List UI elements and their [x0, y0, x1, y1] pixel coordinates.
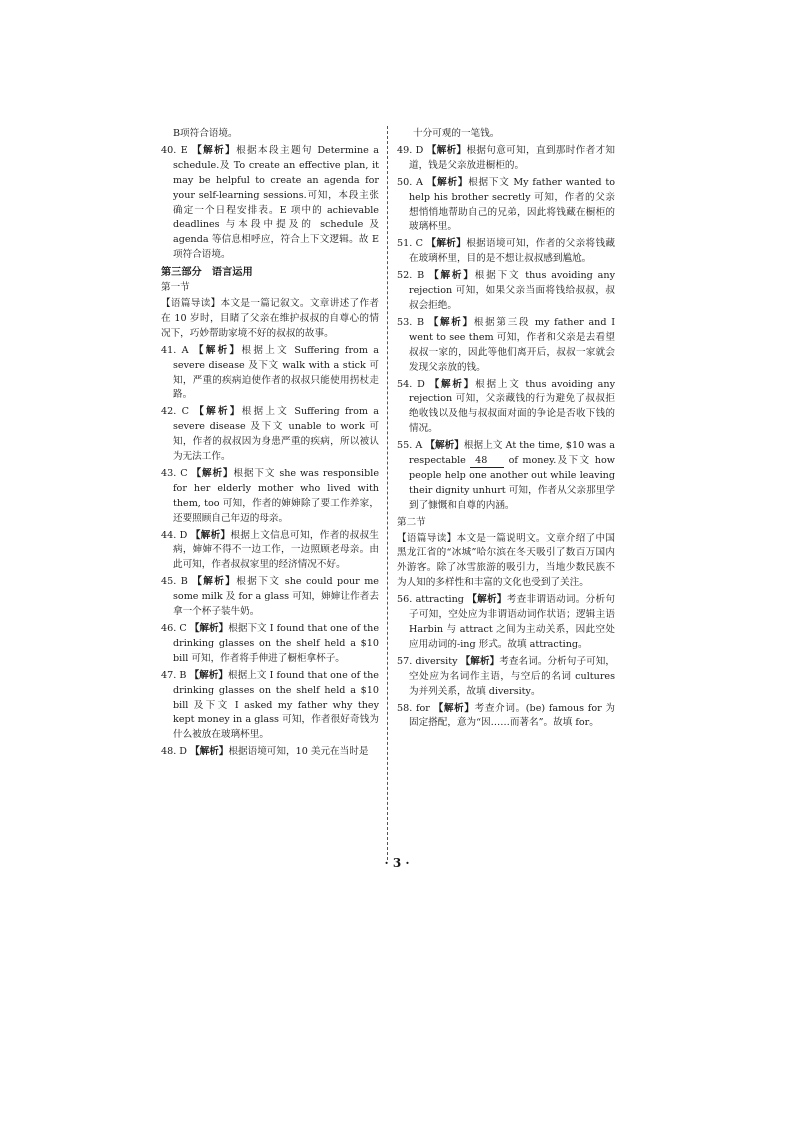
- answer-text: 根据上文 thus avoiding any rejection 可知，父亲藏钱的行为避免了叔叔拒绝收钱以及他与叔叔面对面的争论是否收下钱的情况。: [409, 378, 616, 435]
- left-column: [161, 127, 379, 762]
- answer-item: [397, 144, 615, 174]
- analysis-tag: 【解析】: [191, 467, 234, 479]
- answer-text: 根据语境可知，作者的父亲将钱藏在玻璃杯里，目的是不想让叔叔感到尴尬。: [409, 238, 615, 265]
- answer-text: 根据下文 My father wanted to help his brother secretly 可知，作者的父亲想悄悄地帮助自己的兄弟，因此将钱藏在橱柜的玻璃杯里。: [409, 176, 615, 233]
- answer-item: [161, 575, 379, 620]
- answer-number: 42. C: [161, 406, 189, 418]
- answer-item: [161, 467, 379, 527]
- analysis-tag: 【解析】: [428, 316, 474, 328]
- analysis-tag: 【解析】: [429, 270, 475, 282]
- answer-text: 根据下文 I found that one of the drinking glasses on the shelf held a $10 bill 可知，作者将手伸进了橱柜拿杯子。: [173, 623, 379, 664]
- answer-item: [397, 439, 615, 514]
- answer-item: [397, 127, 615, 142]
- answer-text: 根据上文 Suffering from a severe disease 及下文 walk with a stick 可知，严重的疾病迫使作者的叔叔只能使用拐杖走路。: [173, 344, 379, 401]
- answer-text: 根据第三段 my father and I went to see them 可知，作者和父亲是去看望叔叔一家的，因此等他们离开后，叔叔一家就会发现父亲放的钱。: [409, 316, 615, 373]
- answer-text: 根据上文信息可知，作者的叔叔生病，婶婶不得不一边工作，一边照顾老母亲。由此可知，作者叔叔家里的经济情况不好。: [173, 529, 380, 571]
- analysis-tag: 【解析】: [426, 144, 467, 156]
- analysis-tag: 【解析】: [429, 378, 476, 390]
- answer-text: 根据上文 At the time, $10 was a respectable: [409, 440, 615, 467]
- answer-number: 55. A: [397, 440, 423, 452]
- section-title: 第三部分 语言运用: [161, 266, 253, 279]
- answer-item: [161, 405, 379, 465]
- answer-number: 46. C: [161, 623, 187, 634]
- analysis-tag: 【解析】: [189, 669, 229, 681]
- answer-text: 考查名词。分析句子可知，空处应为名词作主语，与空后的名词 cultures 为并列关系，故填 diversity。: [409, 655, 616, 697]
- answer-item: [397, 316, 615, 376]
- answer-number: 51. C: [397, 238, 423, 250]
- answer-number: 41. A: [161, 344, 189, 356]
- subsection-title: 第一节: [161, 282, 190, 294]
- analysis-tag: 【解析】: [189, 623, 229, 634]
- answer-text: of money.及下文 how people help one another out while leaving their dignity unhurt 可知，作者从父亲那里学到了慷慨和自尊的内涵。: [409, 455, 615, 511]
- answer-item: [161, 669, 379, 744]
- answer-number: 48. D: [161, 746, 187, 758]
- analysis-tag: 【解析】: [467, 594, 507, 606]
- analysis-tag: 【解析】: [460, 655, 500, 667]
- passage-intro: 【语篇导读】本文是一篇说明文。文章介绍了中国黑龙江省的“冰城”哈尔滨在冬天吸引了数百万国内外游客。除了冰雪旅游的吸引力，当地少数民族不为人知的多样性和丰富的文化也受到了关注。: [397, 532, 615, 589]
- analysis-tag: 【解析】: [194, 406, 242, 418]
- analysis-tag: 【解析】: [192, 576, 237, 588]
- answer-text: 根据下文 thus avoiding any rejection 可知，如果父亲当面将钱给叔叔，叔叔会拒绝。: [409, 270, 615, 311]
- answer-text: 根据上文 I found that one of the drinking glasses on the shelf held a $10 bill 及下文 I asked my father why they kept money in a glass 可知，作者很好奇钱为什么被放在玻璃杯里。: [173, 669, 379, 741]
- answer-item: [161, 529, 379, 574]
- answer-number: 40. E: [161, 144, 188, 156]
- answer-number: 45. B: [161, 576, 188, 588]
- answer-item: [397, 593, 615, 653]
- analysis-tag: 【解析】: [426, 238, 467, 250]
- answer-number: 49. D: [397, 144, 424, 156]
- subsection-title: 第二节: [397, 516, 426, 528]
- answer-number: 56. attracting: [397, 594, 464, 606]
- answer-item: [397, 655, 615, 700]
- answer-text: 考查非谓语动词。分析句子可知，空处应为非谓语动词作状语；逻辑主语 Harbin 与 attract 之间为主动关系，因此空处应用动词的-ing 形式。故填 attracting。: [409, 594, 615, 650]
- blank-number: 48: [470, 455, 504, 468]
- answer-item: [397, 269, 615, 314]
- answer-text: B项符合语境。: [173, 128, 238, 139]
- answer-item: [161, 622, 379, 667]
- answer-number: 50. A: [397, 176, 423, 188]
- analysis-tag: 【解析】: [425, 440, 464, 452]
- answer-text: 根据下文 she could pour me some milk 及 for a glass 可知，婶婶让作者去拿一个杯子装牛奶。: [173, 576, 379, 618]
- answer-item: [161, 144, 379, 263]
- answer-text: 考查介词。(be) famous for 为固定搭配，意为“因……而著名”。故填 for。: [409, 702, 615, 729]
- right-column: [397, 127, 615, 733]
- answer-number: 54. D: [397, 378, 425, 390]
- answer-item: [397, 702, 615, 732]
- answer-text: 根据句意可知，直到那时作者才知道，钱是父亲放进橱柜的。: [409, 144, 616, 171]
- analysis-tag: 【解析】: [433, 702, 475, 714]
- answer-number: 52. B: [397, 270, 425, 282]
- answer-item: [397, 378, 615, 438]
- answer-number: 57. diversity: [397, 655, 458, 667]
- analysis-tag: 【解析】: [190, 746, 229, 758]
- answer-text: 根据上文 Suffering from a severe disease 及下文 unable to work 可知，作者的叔叔因为身患严重的疾病，所以被认为无法工作。: [173, 406, 380, 463]
- answer-number: 58. for: [397, 702, 430, 714]
- answer-number: 44. D: [161, 529, 188, 541]
- analysis-tag: 【解析】: [190, 529, 231, 541]
- answer-item: [161, 745, 379, 760]
- analysis-tag: 【解析】: [426, 176, 469, 188]
- answer-number: 53. B: [397, 316, 425, 328]
- answer-item: [161, 344, 379, 404]
- analysis-tag: 【解析】: [193, 344, 242, 356]
- answer-text: 根据下文 she was responsible for her elderly mother who lived with them, too 可知，作者的婶婶除了要工作养家，还要照顾自己年迈的母亲。: [173, 467, 379, 524]
- answer-item: [397, 176, 615, 236]
- passage-intro: 【语篇导读】本文是一篇记叙文。文章讲述了作者在 10 岁时，目睹了父亲在维护叔叔的自尊心的情况下，巧妙帮助家境不好的叔叔的故事。: [161, 297, 379, 339]
- column-divider: [387, 126, 388, 860]
- answer-text: 根据语境可知，10 美元在当时是: [228, 746, 369, 758]
- answer-number: 47. B: [161, 669, 187, 681]
- answer-item: [397, 237, 615, 267]
- answer-number: 43. C: [161, 467, 188, 479]
- answer-text: 十分可观的一笔钱。: [413, 128, 500, 139]
- answer-text: 根据本段主题句 Determine a schedule.及 To create an effective plan, it may be helpful to create an agenda for your self-learning sessions.可知，本段主张确定一个日程安排表。E 项中的 achievable deadlines 与本段中提及的 schedule 及 agenda 等信息相呼应，符合上下文逻辑。故 E 项符合语境。: [173, 144, 379, 261]
- answer-item: [161, 127, 379, 142]
- page-number: · 3 ·: [384, 856, 410, 870]
- analysis-tag: 【解析】: [192, 144, 237, 156]
